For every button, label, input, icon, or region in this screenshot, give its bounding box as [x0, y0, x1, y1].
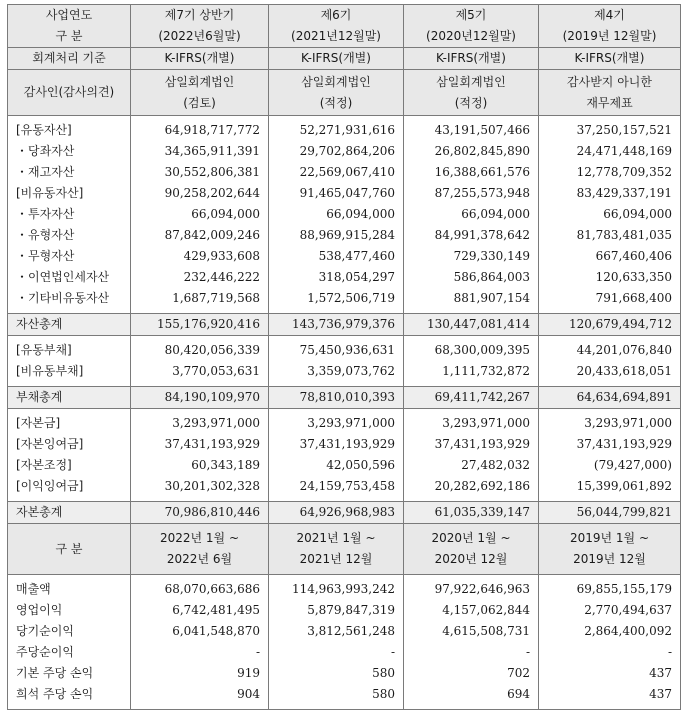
value-cell: 16,388,661,576 [404, 162, 539, 183]
row-label: ・무형자산 [8, 246, 131, 267]
value-cell: 3,293,971,000 [539, 409, 681, 435]
row-label: ・투자자산 [8, 204, 131, 225]
value-cell: 69,855,155,179 [539, 575, 681, 601]
value-cell: 155,176,920,416 [131, 314, 269, 336]
value-cell: 64,926,968,983 [269, 502, 404, 524]
value-cell: - [269, 642, 404, 663]
auditor-cell [131, 70, 269, 116]
header-row [8, 5, 681, 48]
table-row [8, 183, 681, 204]
auditor-name: 삼일회계법인 [436, 74, 506, 89]
row-label: ・당좌자산 [8, 141, 131, 162]
table-row [8, 642, 681, 663]
table-row [8, 434, 681, 455]
value-cell: 694 [404, 684, 539, 710]
table-row [8, 361, 681, 387]
period-range-cell [269, 524, 404, 575]
value-cell: 29,702,864,206 [269, 141, 404, 162]
row-label: [자본잉여금] [8, 434, 131, 455]
value-cell: 70,986,810,446 [131, 502, 269, 524]
period-cell [269, 5, 404, 48]
value-cell: 4,615,508,731 [404, 621, 539, 642]
value-cell: 78,810,010,393 [269, 387, 404, 409]
value-cell: 42,050,596 [269, 455, 404, 476]
period-start: 2020년 1월 ~ [431, 531, 511, 545]
value-cell: 64,918,717,772 [131, 116, 269, 142]
value-cell: 26,802,845,890 [404, 141, 539, 162]
value-cell: 114,963,993,242 [269, 575, 404, 601]
accounting-value: K-IFRS(개별) [131, 48, 269, 70]
period-cell [539, 5, 681, 48]
value-cell: 667,460,406 [539, 246, 681, 267]
row-label: 영업이익 [8, 600, 131, 621]
row-label: 자본총계 [8, 502, 131, 524]
value-cell: 66,094,000 [404, 204, 539, 225]
value-cell: 43,191,507,466 [404, 116, 539, 142]
value-cell: 44,201,076,840 [539, 336, 681, 362]
row-label: 구 분 [8, 524, 131, 575]
period-end: 2020년 12월 [434, 552, 508, 566]
table-row [8, 246, 681, 267]
value-cell: 66,094,000 [539, 204, 681, 225]
value-cell: 61,035,339,147 [404, 502, 539, 524]
value-cell: 232,446,222 [131, 267, 269, 288]
value-cell: 56,044,799,821 [539, 502, 681, 524]
row-label: 매출액 [8, 575, 131, 601]
period-cell [404, 5, 539, 48]
equity-section [8, 409, 681, 502]
value-cell: 81,783,481,035 [539, 225, 681, 246]
value-cell: 24,471,448,169 [539, 141, 681, 162]
value-cell: 120,633,350 [539, 267, 681, 288]
value-cell: 6,742,481,495 [131, 600, 269, 621]
value-cell: 904 [131, 684, 269, 710]
value-cell: - [404, 642, 539, 663]
table-row [8, 225, 681, 246]
period-line1: 제7기 상반기 [164, 8, 235, 22]
value-cell: 66,094,000 [131, 204, 269, 225]
value-cell: 3,812,561,248 [269, 621, 404, 642]
accounting-standard-row [8, 48, 681, 70]
period-line1: 제4기 [594, 8, 625, 22]
value-cell: 64,634,694,891 [539, 387, 681, 409]
row-label: [비유동부채] [8, 361, 131, 387]
equity-total-section [8, 502, 681, 524]
audit-opinion: 재무제표 [586, 95, 633, 110]
row-label: ・기타비유동자산 [8, 288, 131, 314]
auditor-row [8, 70, 681, 116]
value-cell: 12,778,709,352 [539, 162, 681, 183]
accounting-value: K-IFRS(개별) [269, 48, 404, 70]
table-row [8, 663, 681, 684]
value-cell: 75,450,936,631 [269, 336, 404, 362]
value-cell: 27,482,032 [404, 455, 539, 476]
value-cell: 90,258,202,644 [131, 183, 269, 204]
row-label: ・재고자산 [8, 162, 131, 183]
value-cell: 586,864,003 [404, 267, 539, 288]
value-cell: 22,569,067,410 [269, 162, 404, 183]
row-label: [비유동자산] [8, 183, 131, 204]
value-cell: 88,969,915,284 [269, 225, 404, 246]
value-cell: 30,552,806,381 [131, 162, 269, 183]
value-cell: 130,447,081,414 [404, 314, 539, 336]
value-cell: 580 [269, 684, 404, 710]
period-line1: 제5기 [455, 8, 487, 22]
table-row [8, 409, 681, 435]
value-cell: 37,250,157,521 [539, 116, 681, 142]
value-cell: 3,293,971,000 [269, 409, 404, 435]
auditor-cell [269, 70, 404, 116]
value-cell: 5,879,847,319 [269, 600, 404, 621]
value-cell: - [539, 642, 681, 663]
value-cell: 2,770,494,637 [539, 600, 681, 621]
assets-total-section [8, 314, 681, 336]
row-label: 주당순이익 [8, 642, 131, 663]
value-cell: (79,427,000) [539, 455, 681, 476]
value-cell: 3,359,073,762 [269, 361, 404, 387]
period-start: 2019년 1월 ~ [569, 531, 650, 545]
value-cell: 20,433,618,051 [539, 361, 681, 387]
value-cell: 1,111,732,872 [404, 361, 539, 387]
value-cell: 66,094,000 [269, 204, 404, 225]
table-row [8, 621, 681, 642]
period-cell [131, 5, 269, 48]
table-row [8, 387, 681, 409]
value-cell: 37,431,193,929 [269, 434, 404, 455]
table-row [8, 455, 681, 476]
row-label: 자산총계 [8, 314, 131, 336]
row-label: 회계처리 기준 [8, 48, 131, 70]
table-row [8, 204, 681, 225]
financial-summary-table [7, 4, 681, 710]
period-range-cell [404, 524, 539, 575]
row-label: 감사인(감사의견) [8, 70, 131, 116]
value-cell: 3,293,971,000 [131, 409, 269, 435]
accounting-value: K-IFRS(개별) [404, 48, 539, 70]
value-cell: 3,770,053,631 [131, 361, 269, 387]
table-row [8, 288, 681, 314]
period-start: 2022년 1월 ~ [159, 531, 240, 545]
value-cell: 84,991,378,642 [404, 225, 539, 246]
value-cell: 580 [269, 663, 404, 684]
period-end: 2022년 6월 [166, 552, 233, 566]
value-cell: 15,399,061,892 [539, 476, 681, 502]
table-row [8, 314, 681, 336]
row-label: [자본금] [8, 409, 131, 435]
period-range-cell [539, 524, 681, 575]
table-row [8, 116, 681, 142]
period-end: 2021년 12월 [299, 552, 373, 566]
table-row [8, 267, 681, 288]
value-cell: 919 [131, 663, 269, 684]
value-cell: 37,431,193,929 [539, 434, 681, 455]
value-cell: 52,271,931,616 [269, 116, 404, 142]
row-label: ・이연법인세자산 [8, 267, 131, 288]
header-label-line2: 구 분 [55, 29, 83, 43]
value-cell: 437 [539, 663, 681, 684]
value-cell: 97,922,646,963 [404, 575, 539, 601]
value-cell: 30,201,302,328 [131, 476, 269, 502]
value-cell: 37,431,193,929 [131, 434, 269, 455]
period-line2: (2019년 12월말) [562, 29, 657, 43]
value-cell: 729,330,149 [404, 246, 539, 267]
value-cell: 1,687,719,568 [131, 288, 269, 314]
value-cell: 87,255,573,948 [404, 183, 539, 204]
period-line2: (2021년12월말) [291, 29, 381, 43]
value-cell: 20,282,692,186 [404, 476, 539, 502]
value-cell: 87,842,009,246 [131, 225, 269, 246]
value-cell: 34,365,911,391 [131, 141, 269, 162]
income-section [8, 575, 681, 710]
period-line1: 제6기 [320, 8, 352, 22]
table-row [8, 476, 681, 502]
row-label: ・유형자산 [8, 225, 131, 246]
row-label: [이익잉여금] [8, 476, 131, 502]
value-cell: 68,300,009,395 [404, 336, 539, 362]
table-row [8, 600, 681, 621]
value-cell: 1,572,506,719 [269, 288, 404, 314]
value-cell: 83,429,337,191 [539, 183, 681, 204]
value-cell: 120,679,494,712 [539, 314, 681, 336]
header-label-cell [8, 5, 131, 48]
row-label: [유동자산] [8, 116, 131, 142]
value-cell: 3,293,971,000 [404, 409, 539, 435]
value-cell: 791,668,400 [539, 288, 681, 314]
value-cell: 37,431,193,929 [404, 434, 539, 455]
value-cell: 702 [404, 663, 539, 684]
auditor-name: 삼일회계법인 [164, 74, 235, 89]
row-label: 부채총계 [8, 387, 131, 409]
auditor-cell [404, 70, 539, 116]
row-label: 당기순이익 [8, 621, 131, 642]
value-cell: 80,420,056,339 [131, 336, 269, 362]
table-row [8, 336, 681, 362]
value-cell: 538,477,460 [269, 246, 404, 267]
table-row [8, 162, 681, 183]
value-cell: 84,190,109,970 [131, 387, 269, 409]
audit-opinion: (적정) [454, 95, 488, 110]
value-cell: 2,864,400,092 [539, 621, 681, 642]
value-cell: - [131, 642, 269, 663]
value-cell: 4,157,062,844 [404, 600, 539, 621]
value-cell: 24,159,753,458 [269, 476, 404, 502]
header-label-line1: 사업연도 [45, 8, 93, 22]
auditor-cell [539, 70, 681, 116]
table-row [8, 575, 681, 601]
table-row [8, 141, 681, 162]
value-cell: 60,343,189 [131, 455, 269, 476]
assets-section [8, 116, 681, 314]
period-range-cell [131, 524, 269, 575]
liabilities-total-section [8, 387, 681, 409]
row-label: [자본조정] [8, 455, 131, 476]
value-cell: 69,411,742,267 [404, 387, 539, 409]
audit-opinion: (검토) [183, 95, 216, 110]
value-cell: 91,465,047,760 [269, 183, 404, 204]
row-label: 희석 주당 손익 [8, 684, 131, 710]
accounting-value: K-IFRS(개별) [539, 48, 681, 70]
row-label: [유동부채] [8, 336, 131, 362]
auditor-name: 감사받지 아니한 [567, 74, 652, 89]
value-cell: 429,933,608 [131, 246, 269, 267]
value-cell: 68,070,663,686 [131, 575, 269, 601]
table-row [8, 502, 681, 524]
liabilities-section [8, 336, 681, 387]
table-row [8, 684, 681, 710]
period-line2: (2022년6월말) [158, 29, 241, 43]
value-cell: 881,907,154 [404, 288, 539, 314]
income-header-row [8, 524, 681, 575]
value-cell: 6,041,548,870 [131, 621, 269, 642]
row-label: 기본 주당 손익 [8, 663, 131, 684]
value-cell: 437 [539, 684, 681, 710]
value-cell: 143,736,979,376 [269, 314, 404, 336]
auditor-name: 삼일회계법인 [301, 74, 371, 89]
period-end: 2019년 12월 [573, 552, 646, 566]
value-cell: 318,054,297 [269, 267, 404, 288]
period-start: 2021년 1월 ~ [296, 531, 376, 545]
audit-opinion: (적정) [319, 95, 353, 110]
period-line2: (2020년12월말) [426, 29, 516, 43]
